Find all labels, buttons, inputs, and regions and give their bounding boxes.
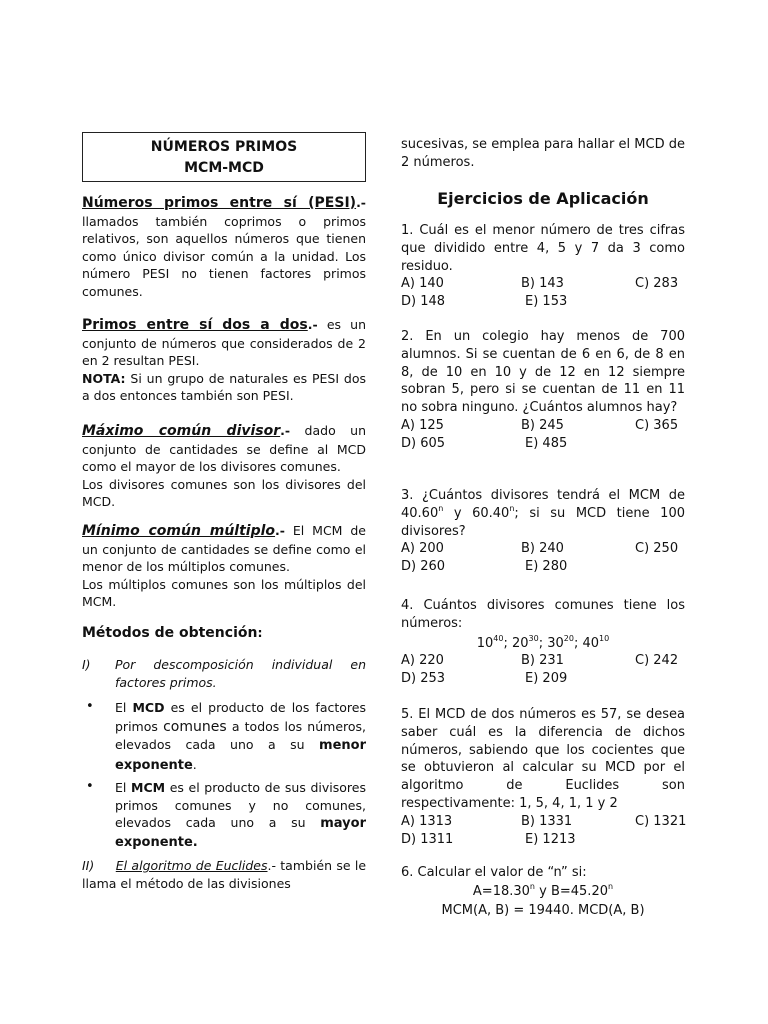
item1-num: I) bbox=[82, 657, 91, 672]
q6-f1b: y B=45.20 bbox=[535, 883, 608, 899]
q6-text: 6. Calcular el valor de “n” si: bbox=[401, 865, 587, 880]
q3-option-d[interactable]: D) 260 bbox=[401, 559, 446, 575]
q4-e3: 20 bbox=[563, 633, 574, 643]
q5-option-e[interactable]: E) 1213 bbox=[525, 831, 576, 847]
q1-option-a[interactable]: A) 140 bbox=[401, 276, 444, 292]
q3-text-2: y 60.40 bbox=[443, 505, 510, 521]
title-box bbox=[82, 132, 366, 182]
q2-option-c[interactable]: C) 365 bbox=[635, 417, 679, 433]
metodos-heading-row bbox=[82, 624, 366, 643]
question-3 bbox=[401, 487, 685, 576]
q4-n2: ; 20 bbox=[503, 635, 529, 651]
q4-options bbox=[401, 652, 685, 688]
bullet1-menor-exponente: menor exponente bbox=[115, 738, 366, 773]
question-5 bbox=[401, 706, 685, 848]
bullet2-c: es el producto de sus divisores primos comunes y no comunes, elevados cada uno a su bbox=[115, 780, 366, 830]
q1-options bbox=[401, 275, 685, 311]
question-6 bbox=[401, 864, 685, 919]
dosados-section bbox=[82, 316, 366, 405]
q1-option-b[interactable]: B) 143 bbox=[521, 276, 564, 292]
item2-text: .- también se le llama el método de las divisiones bbox=[82, 858, 367, 891]
mcm-dash: .- bbox=[275, 523, 285, 538]
bullet-2-marker: • bbox=[86, 779, 94, 794]
nota-text: Si un grupo de naturales es PESI dos a dos entonces también son PESI. bbox=[82, 370, 366, 403]
nota-label: NOTA: bbox=[82, 370, 126, 386]
bullet2-a: El bbox=[115, 780, 131, 795]
bullet1-comunes: comunes bbox=[163, 718, 227, 735]
euclides-link: El algoritmo de Euclides bbox=[115, 858, 268, 873]
q3-option-c[interactable]: C) 250 bbox=[635, 541, 679, 557]
bullet1-a: El bbox=[115, 700, 133, 715]
q5-option-b[interactable]: B) 1331 bbox=[521, 813, 573, 829]
question-4 bbox=[401, 597, 685, 688]
pesi-text: llamados también coprimos o primos relativos, son aquellos números que tienen como único divisor común a la unidad. Los número PESI no tienen factores primos comunes. bbox=[82, 213, 366, 299]
pesi-section bbox=[82, 194, 366, 300]
q6-f1s: n bbox=[529, 881, 535, 891]
bullet-1-marker: • bbox=[86, 699, 94, 714]
q2-option-d[interactable]: D) 605 bbox=[401, 435, 446, 451]
q4-n4: ; 40 bbox=[573, 635, 600, 651]
q3-text-3: ; si su MCD tiene 100 divisores? bbox=[401, 505, 685, 539]
q3-options bbox=[401, 540, 685, 576]
q4-option-b[interactable]: B) 231 bbox=[521, 653, 564, 669]
q2-option-e[interactable]: E) 485 bbox=[525, 435, 568, 451]
dosados-text: es un conjunto de números que considerados de 2 en 2 resultan PESI. bbox=[82, 317, 366, 368]
q1-option-c[interactable]: C) 283 bbox=[635, 276, 679, 292]
q2-option-b[interactable]: B) 245 bbox=[521, 417, 564, 433]
mcd-heading: Máximo común divisor bbox=[82, 423, 281, 439]
q2-option-a[interactable]: A) 125 bbox=[401, 417, 444, 433]
q4-option-a[interactable]: A) 220 bbox=[401, 653, 444, 669]
title-line-2: MCM-MCD bbox=[184, 160, 264, 176]
q4-option-e[interactable]: E) 209 bbox=[525, 671, 568, 687]
q1-option-e[interactable]: E) 153 bbox=[525, 294, 568, 310]
dosados-heading: Primos entre sí dos a dos bbox=[82, 317, 308, 333]
right-top-text: sucesivas, se emplea para hallar el MCD de 2 números. bbox=[401, 137, 685, 170]
pesi-dash: .- bbox=[356, 195, 366, 210]
q6-f1s2: n bbox=[608, 881, 614, 891]
item2 bbox=[82, 857, 366, 892]
q5-options bbox=[401, 813, 685, 849]
q3-option-a[interactable]: A) 200 bbox=[401, 541, 444, 557]
bullet-2 bbox=[115, 779, 366, 851]
q5-text: 5. El MCD de dos números es 57, se desea saber cuál es la diferencia de dichos números, sabiendo que los cocientes que se obtuvieron al calcular su MCD por el algoritmo de Euclides son respectivamente: 1, 5, 4, 1, 1 y 2 bbox=[401, 707, 685, 811]
mcd-text: dado un conjunto de cantidades se define al MCD como el mayor de los divisores comunes. bbox=[82, 423, 367, 474]
bullet1-e: a todos los números, elevados cada uno a su bbox=[115, 718, 367, 752]
q4-e4: 10 bbox=[599, 633, 610, 643]
mcm-section bbox=[82, 522, 366, 611]
bullet1-g: . bbox=[192, 756, 197, 772]
item1-text: Por descomposición individual en factores primos. bbox=[115, 657, 366, 690]
exercises-heading: Ejercicios de Aplicación bbox=[437, 189, 649, 208]
bullet1-c: es el producto de los factores primos bbox=[115, 700, 366, 734]
q6-formula-1 bbox=[401, 883, 685, 901]
bullet1-mcd: MCD bbox=[132, 700, 165, 715]
mcd-dash: .- bbox=[280, 423, 291, 438]
dosados-dash: .- bbox=[307, 317, 318, 332]
q3-text bbox=[401, 487, 685, 540]
q3-text-1: 3. ¿Cuántos divisores tendrá el MCM de 40.60 bbox=[401, 488, 685, 521]
q4-option-c[interactable]: C) 242 bbox=[635, 653, 679, 669]
mcm-text-2: Los múltiplos comunes son los múltiplos del MCM. bbox=[82, 576, 366, 609]
q4-text: 4. Cuántos divisores comunes tiene los números: bbox=[401, 598, 685, 631]
q4-option-d[interactable]: D) 253 bbox=[401, 671, 446, 687]
bullet2-mayor-exponente: mayor exponente. bbox=[115, 816, 366, 850]
q1-option-d[interactable]: D) 148 bbox=[401, 294, 446, 310]
q3-sup-2: n bbox=[509, 503, 515, 513]
title-line-1: NÚMEROS PRIMOS bbox=[150, 139, 298, 155]
q2-options bbox=[401, 417, 685, 453]
q6-f1a: A=18.30 bbox=[472, 883, 530, 899]
mcd-text-2: Los divisores comunes son los divisores del MCD. bbox=[82, 476, 366, 509]
q5-option-a[interactable]: A) 1313 bbox=[401, 813, 453, 829]
q1-text: 1. Cuál es el menor número de tres cifras que dividido entre 4, 5 y 7 da 3 como residuo. bbox=[401, 223, 685, 274]
mcd-section bbox=[82, 422, 366, 511]
q3-option-b[interactable]: B) 240 bbox=[521, 541, 564, 557]
q4-e1: 40 bbox=[493, 633, 504, 643]
metodos-heading: Métodos de obtención bbox=[82, 625, 258, 641]
mcm-text: El MCM de un conjunto de cantidades se define como el menor de los múltiplos comunes. bbox=[82, 523, 367, 574]
item2-num: II) bbox=[82, 858, 95, 873]
q3-sup-1: n bbox=[438, 503, 444, 513]
q5-option-c[interactable]: C) 1321 bbox=[635, 813, 687, 829]
q2-text: 2. En un colegio hay menos de 700 alumnos. Si se cuentan de 6 en 6, de 8 en 8, de 10 en 10 y de 12 en 12 siempre sobran 5, pero si se cuentan de 11 en 11 no sobra ninguno. ¿Cuántos alumnos hay? bbox=[401, 329, 685, 416]
q4-n3: ; 30 bbox=[538, 635, 564, 651]
q3-option-e[interactable]: E) 280 bbox=[525, 559, 568, 575]
q6-formula-2: MCM(A, B) = 19440. MCD(A, B) bbox=[441, 902, 645, 918]
pesi-heading: Números primos entre sí (PESI) bbox=[82, 195, 357, 211]
metodos-colon: : bbox=[257, 625, 263, 640]
question-1 bbox=[401, 222, 685, 311]
q4-e2: 30 bbox=[528, 633, 539, 643]
question-2 bbox=[401, 328, 685, 453]
mcm-heading: Mínimo común múltiplo bbox=[82, 523, 276, 539]
q4-n1: 10 bbox=[476, 635, 494, 651]
q5-option-d[interactable]: D) 1311 bbox=[401, 831, 454, 847]
bullet-1 bbox=[115, 699, 366, 775]
q4-numbers bbox=[401, 635, 685, 653]
bullet2-mcm: MCM bbox=[131, 780, 166, 795]
